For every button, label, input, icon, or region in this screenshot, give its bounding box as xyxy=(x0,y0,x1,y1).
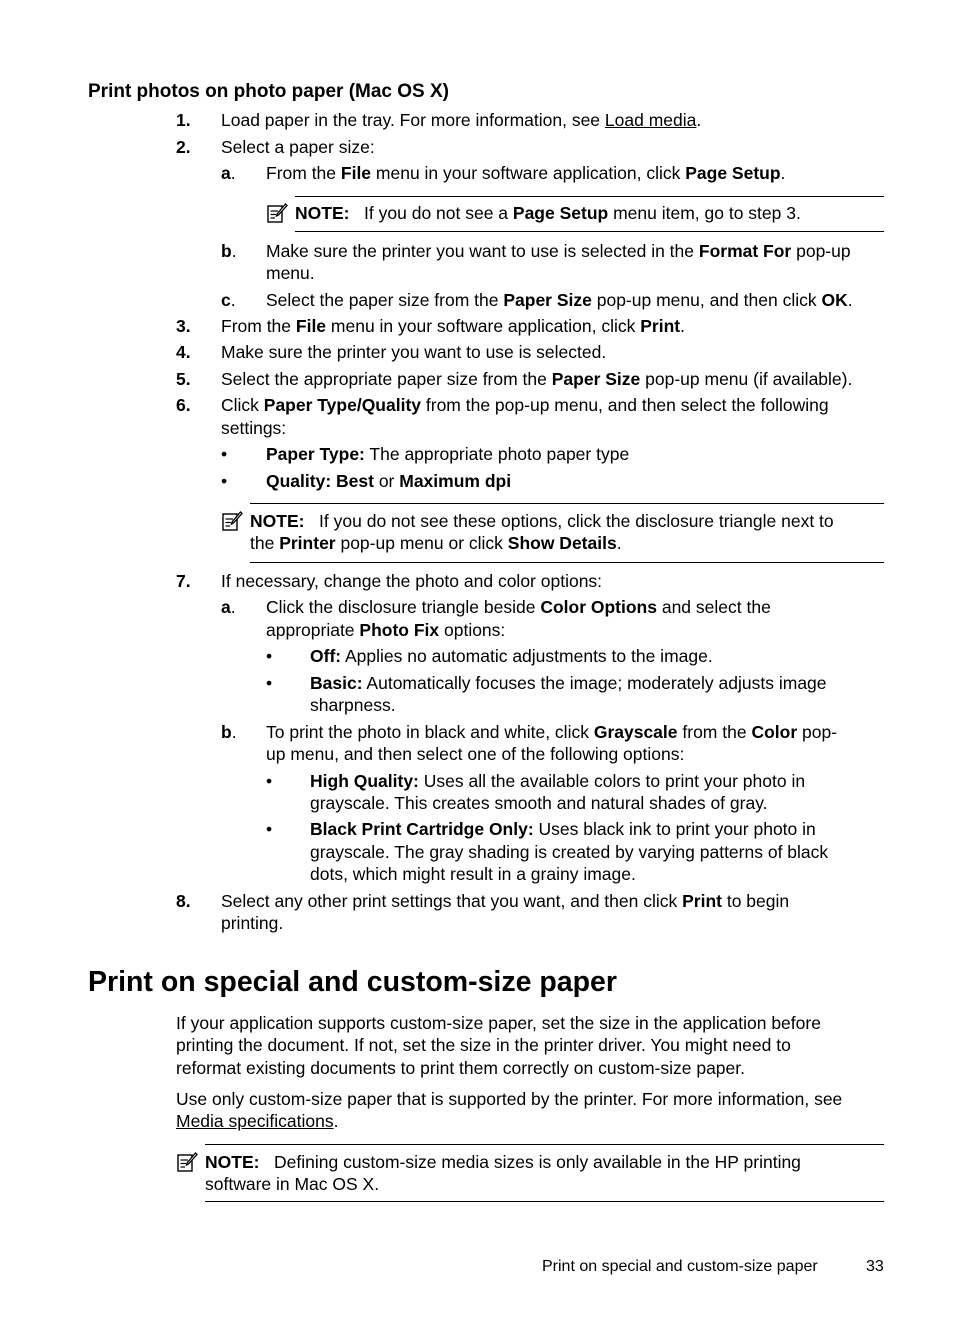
list-item: Select the appropriate paper size from the Paper Size pop-up menu (if available). xyxy=(221,369,853,389)
note-rule xyxy=(295,196,884,197)
bullet-item: High Quality: Uses all the available colors to print your photo in xyxy=(310,771,806,791)
paragraph-line: printing the document. If not, set the size in the printer driver. You might need to xyxy=(176,1035,791,1055)
list-item-continued: up menu, and then select one of the following options: xyxy=(266,744,685,764)
paragraph-line: Media specifications. xyxy=(176,1111,339,1131)
bullet-item: Black Print Cartridge Only: Uses black ink to print your photo in xyxy=(310,819,816,839)
step-text: Load paper in the tray. For more information, see xyxy=(221,110,605,130)
bullet-item-continued: dots, which might result in a grainy image. xyxy=(310,864,636,884)
bullet-item: Quality: Best or Maximum dpi xyxy=(266,471,512,491)
bullet: • xyxy=(221,471,228,491)
list-item: Select the paper size from the Paper Size pop-up menu, and then click OK. xyxy=(266,290,853,310)
list-item: From the File menu in your software application, click Page Setup. xyxy=(266,163,786,183)
note-text-continued: the Printer pop-up menu or click Show Details. xyxy=(250,533,622,553)
note-icon xyxy=(266,202,288,224)
note-text: NOTE: Defining custom-size media sizes is only available in the HP printing xyxy=(205,1152,801,1172)
load-media-link[interactable]: Load media xyxy=(604,110,697,130)
list-item xyxy=(221,109,701,132)
list-item: Make sure the printer you want to use is selected in the Format For pop-up xyxy=(266,241,851,261)
bullet: • xyxy=(266,819,273,839)
page-number: 33 xyxy=(866,1258,884,1275)
step-number: 7. xyxy=(176,571,191,591)
list-item-continued: menu. xyxy=(266,263,315,283)
substep-label: c. xyxy=(221,290,236,310)
step-number: 5. xyxy=(176,369,191,389)
note-rule xyxy=(250,562,884,563)
substep-label: b. xyxy=(221,241,237,261)
step-text: . xyxy=(696,110,702,130)
note-rule xyxy=(205,1144,884,1145)
substep-label: a. xyxy=(221,597,236,617)
note-text-continued: software in Mac OS X. xyxy=(205,1174,380,1194)
list-item-continued: printing. xyxy=(221,913,284,933)
bullet-item: Off: Applies no automatic adjustments to the image. xyxy=(310,646,713,666)
step-number: 4. xyxy=(176,342,191,362)
page-title: Print on special and custom-size paper xyxy=(88,966,617,998)
list-item: Select any other print settings that you want, and then click Print to begin xyxy=(221,891,790,911)
substep-label: b. xyxy=(221,722,237,742)
substep-label: a. xyxy=(221,163,236,183)
list-item: To print the photo in black and white, click Grayscale from the Color pop- xyxy=(266,722,838,742)
step-text: Select a paper size: xyxy=(221,137,375,157)
bullet: • xyxy=(266,771,273,791)
paragraph-line: reformat existing documents to print them correctly on custom-size paper. xyxy=(176,1058,745,1078)
list-item-continued: appropriate Photo Fix options: xyxy=(266,620,506,640)
step-text: If necessary, change the photo and color options: xyxy=(221,571,603,591)
step-number: 1. xyxy=(176,110,191,130)
bullet-item: Basic: Automatically focuses the image; moderately adjusts image xyxy=(310,673,827,693)
list-item: Click the disclosure triangle beside Color Options and select the xyxy=(266,597,771,617)
note-icon xyxy=(176,1151,198,1173)
footer-title: Print on special and custom-size paper xyxy=(542,1258,818,1275)
bullet-item-continued: grayscale. This creates smooth and natural shades of gray. xyxy=(310,793,768,813)
note-text: NOTE: If you do not see a Page Setup menu item, go to step 3. xyxy=(295,203,801,223)
section-heading: Print photos on photo paper (Mac OS X) xyxy=(88,81,449,102)
list-item: From the File menu in your software application, click Print. xyxy=(221,316,685,336)
step-number: 6. xyxy=(176,395,191,415)
note-rule xyxy=(295,231,884,232)
note-rule xyxy=(250,503,884,504)
note-text: NOTE: If you do not see these options, click the disclosure triangle next to xyxy=(250,511,834,531)
list-item-continued: settings: xyxy=(221,418,287,438)
step-number: 3. xyxy=(176,316,191,336)
step-text: Make sure the printer you want to use is selected. xyxy=(221,342,607,362)
step-number: 8. xyxy=(176,891,191,911)
bullet: • xyxy=(266,673,273,693)
bullet: • xyxy=(266,646,273,666)
bullet: • xyxy=(221,444,228,464)
bullet-item: Paper Type: The appropriate photo paper type xyxy=(266,444,630,464)
note-icon xyxy=(221,510,243,532)
paragraph-line: If your application supports custom-size paper, set the size in the application before xyxy=(176,1013,821,1033)
note-rule xyxy=(205,1201,884,1202)
bullet-item-continued: sharpness. xyxy=(310,695,396,715)
paragraph-line: Use only custom-size paper that is supported by the printer. For more information, see xyxy=(176,1089,843,1109)
bullet-item-continued: grayscale. The gray shading is created by varying patterns of black xyxy=(310,842,829,862)
media-specifications-link[interactable]: Media specifications xyxy=(176,1111,334,1131)
list-item: Click Paper Type/Quality from the pop-up menu, and then select the following xyxy=(221,395,829,415)
step-number: 2. xyxy=(176,137,191,157)
